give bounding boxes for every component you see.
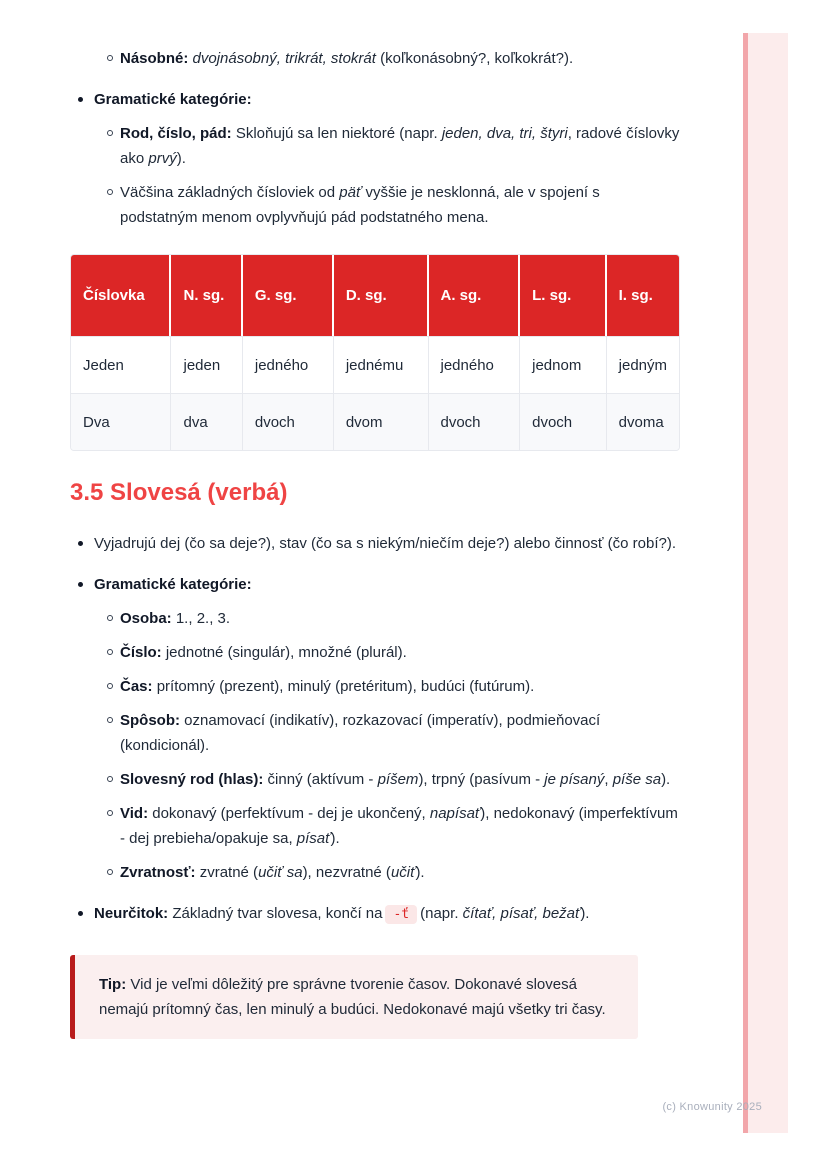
list-item-text — [94, 905, 589, 922]
text-segment: Čas: — [120, 678, 157, 695]
table-header-cell: I. sg. — [607, 255, 679, 336]
bullet-circle-icon — [107, 130, 113, 136]
list-item — [70, 901, 680, 927]
table-header-cell: N. sg. — [171, 255, 242, 336]
document-content — [70, 46, 680, 1039]
text-segment: čítať, písať, bežať — [462, 905, 581, 922]
text-segment: prvý — [148, 150, 177, 167]
table-cell: jedného — [243, 336, 334, 393]
text-segment: Vyjadrujú dej (čo sa deje?), stav (čo sa s niekým/niečím deje?) alebo činnosť (čo robí?). — [94, 535, 677, 552]
text-segment: je písaný — [544, 771, 605, 788]
table-header-cell: Číslovka — [71, 255, 171, 336]
text-segment: ), nezvratné ( — [302, 864, 391, 881]
text-segment: písať — [296, 830, 331, 847]
text-segment: vyššie je nesklonná, ale v spojení s podstatným menom ovplyvňujú pád podstatného mena. — [120, 184, 600, 226]
table-cell: jedného — [429, 336, 521, 393]
text-segment: Gramatické kategórie: — [94, 576, 252, 593]
text-segment: Väčšina základných čísloviek od — [120, 184, 340, 201]
bullet-disc-icon — [78, 541, 83, 546]
list-item — [70, 180, 680, 230]
list-item — [70, 801, 680, 851]
section-heading: 3.5 Slovesá (verbá) — [70, 479, 288, 506]
bullet-circle-icon — [107, 683, 113, 689]
table-cell: dvoma — [607, 393, 679, 450]
table-header-cell: G. sg. — [243, 255, 334, 336]
bullet-circle-icon — [107, 869, 113, 875]
list-item-text — [94, 535, 676, 552]
table-header-cell: A. sg. — [429, 255, 521, 336]
text-segment: učiť — [390, 864, 416, 881]
text-segment: zvratné ( — [199, 864, 259, 881]
text-segment: ). — [580, 905, 590, 922]
table-cell: dvoch — [520, 393, 607, 450]
bullet-circle-icon — [107, 810, 113, 816]
text-segment: Tip: — [99, 976, 131, 993]
list-item-text — [120, 184, 600, 226]
code-badge: -ť — [385, 905, 417, 924]
list-item-text — [120, 771, 670, 788]
text-segment: jednotné (singulár), množné (plurál). — [165, 644, 407, 661]
list-item — [70, 674, 680, 699]
list-item-text — [94, 91, 252, 108]
text-segment: píšem — [377, 771, 419, 788]
table-row — [71, 336, 679, 393]
list-item-text — [120, 678, 534, 695]
text-segment: napísať — [429, 805, 481, 822]
text-segment: 1., 2., 3. — [175, 610, 231, 627]
copyright-footer: (c) Knowunity 2025 — [662, 1101, 762, 1113]
bullet-disc-icon — [78, 97, 83, 102]
table-cell: dva — [171, 393, 242, 450]
text-segment: ), trpný (pasívum - — [418, 771, 545, 788]
text-segment: dokonavý (perfektívum - dej je ukončený, — [152, 805, 430, 822]
text-segment: Skloňujú sa len niektoré (napr. — [235, 125, 442, 142]
text-segment: Číslo: — [120, 644, 166, 661]
table-cell: Dva — [71, 393, 171, 450]
text-segment: Osoba: — [120, 610, 176, 627]
text-segment: ). — [176, 150, 186, 167]
list-item — [70, 640, 680, 665]
text-segment: prítomný (prezent), minulý (pretéritum), budúci (futúrum). — [156, 678, 535, 695]
table — [71, 255, 679, 450]
text-segment: dvojnásobný, trikrát, stokrát — [192, 50, 376, 67]
bullet-disc-icon — [78, 582, 83, 587]
text-segment: Násobné: — [120, 50, 193, 67]
text-segment: Gramatické kategórie: — [94, 91, 252, 108]
list-item — [70, 860, 680, 885]
text-segment: (napr. — [420, 905, 463, 922]
table-row — [71, 393, 679, 450]
list-item — [70, 708, 680, 758]
list-item-text — [120, 610, 230, 627]
table-cell: jeden — [171, 336, 242, 393]
bullet-circle-icon — [107, 615, 113, 621]
tip-callout — [70, 955, 638, 1039]
text-segment: Vid je veľmi dôležitý pre správne tvorenie časov. Dokonavé slovesá nemajú prítomný čas, len minulý a budúci. Nedokonavé majú všetky tri časy. — [99, 976, 606, 1018]
list-item-text — [120, 125, 679, 167]
table-cell: dvom — [334, 393, 429, 450]
text-segment: ). — [415, 864, 425, 881]
text-segment: jeden, dva, tri, štyri — [441, 125, 568, 142]
table-cell: dvoch — [429, 393, 521, 450]
table-cell: jednému — [334, 336, 429, 393]
bullet-circle-icon — [107, 649, 113, 655]
table-header-cell: D. sg. — [334, 255, 429, 336]
list-item-text — [120, 712, 600, 754]
text-segment: činný (aktívum - — [267, 771, 378, 788]
list-item-text — [120, 50, 573, 67]
list-item-text — [120, 805, 678, 847]
list-item — [70, 572, 680, 597]
text-segment: Spôsob: — [120, 712, 185, 729]
list-item-text — [94, 576, 252, 593]
text-segment: Zvratnosť: — [120, 864, 200, 881]
text-segment: Neurčitok: — [94, 905, 173, 922]
list-item — [70, 767, 680, 792]
text-segment: Slovesný rod (hlas): — [120, 771, 268, 788]
list-item — [70, 606, 680, 631]
table-header-cell: L. sg. — [520, 255, 607, 336]
page-edge-stripe — [743, 33, 788, 1133]
bullet-circle-icon — [107, 776, 113, 782]
bullet-circle-icon — [107, 55, 113, 61]
list-item — [70, 87, 680, 112]
text-segment: píše sa — [612, 771, 662, 788]
list-item-text — [120, 864, 425, 881]
text-segment: Vid: — [120, 805, 153, 822]
text-segment: ). — [330, 830, 340, 847]
text-segment: Rod, číslo, pád: — [120, 125, 236, 142]
bullet-circle-icon — [107, 189, 113, 195]
declension-table — [70, 254, 680, 451]
list-item — [70, 46, 680, 71]
text-segment: ). — [661, 771, 671, 788]
text-segment: päť — [339, 184, 362, 201]
list-item-text — [120, 644, 407, 661]
text-segment: Základný tvar slovesa, končí na — [172, 905, 383, 922]
text-segment: (koľkonásobný?, koľkokrát?). — [375, 50, 574, 67]
list-item — [70, 121, 680, 171]
bullet-circle-icon — [107, 717, 113, 723]
text-segment: oznamovací (indikatív), rozkazovací (imperatív), podmieňovací (kondicionál). — [120, 712, 601, 754]
bullet-disc-icon — [78, 911, 83, 916]
text-segment: ), nedokonavý (imperfektívum - dej prebieha/opakuje sa, — [120, 805, 678, 847]
table-cell: jednom — [520, 336, 607, 393]
text-segment: , — [604, 771, 613, 788]
table-cell: jedným — [607, 336, 679, 393]
table-cell: Jeden — [71, 336, 171, 393]
table-cell: dvoch — [243, 393, 334, 450]
text-segment: učiť sa — [258, 864, 303, 881]
list-item — [70, 531, 680, 556]
text-segment: , radové číslovky ako — [120, 125, 680, 167]
table-header-row — [71, 255, 679, 336]
